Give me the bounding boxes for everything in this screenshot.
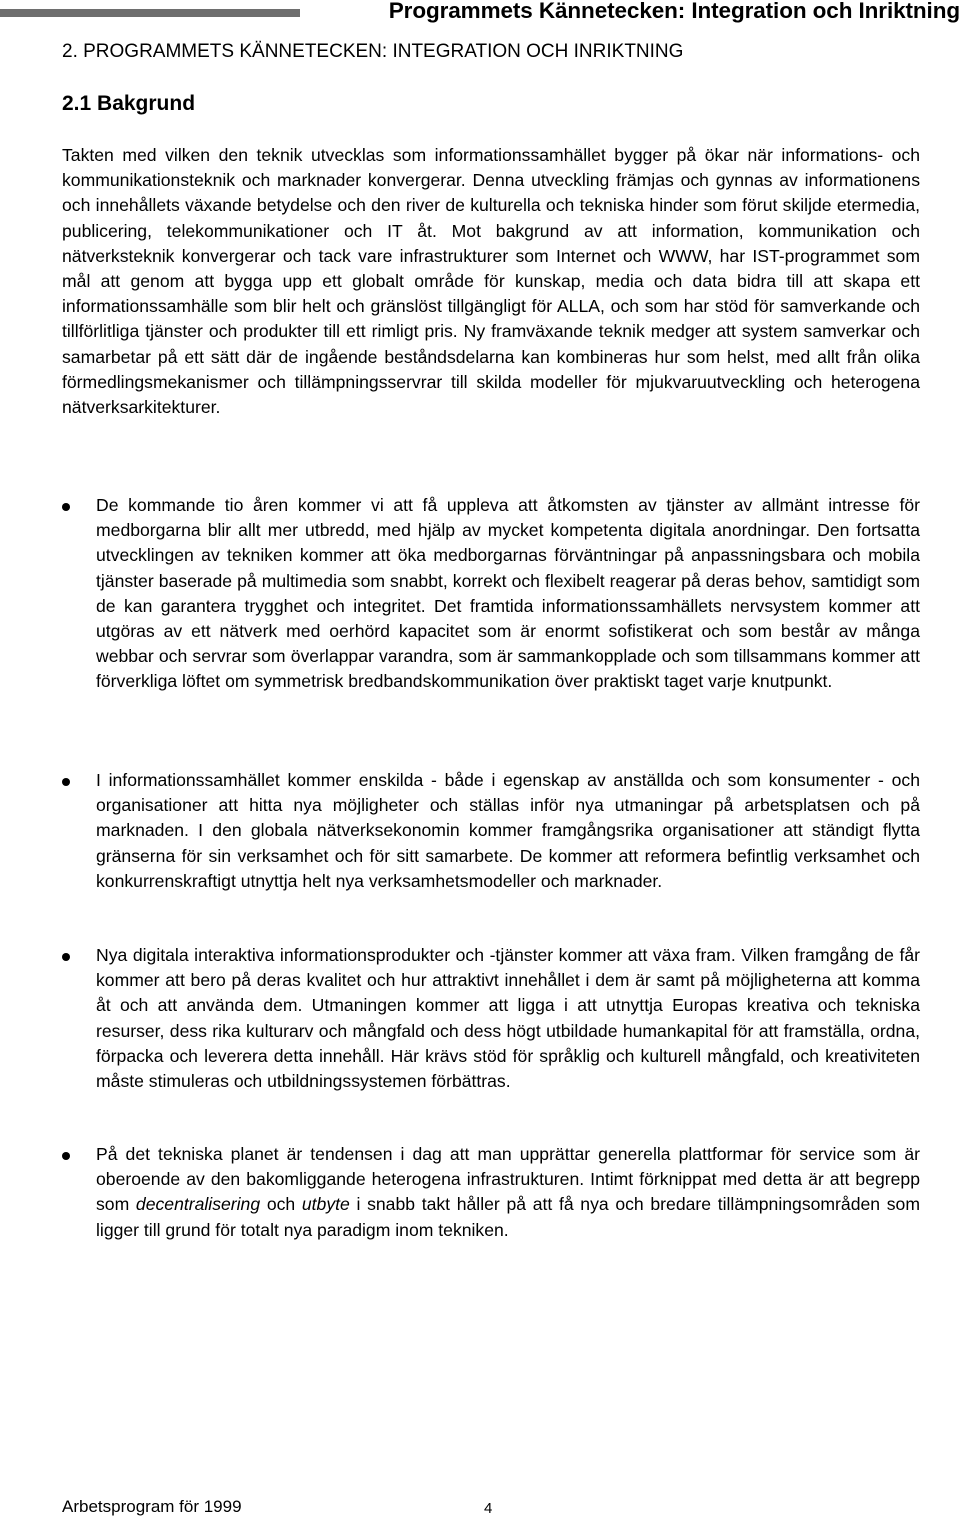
bullet-text: De kommande tio åren kommer vi att få uppleva att åtkomsten av tjänster av allmänt intresse för medborgarna blir allt mer utbredd, med hjälp av mycket kompetenta digitala anordningar. Den fortsatta utvecklingen av tekniken kommer att öka medborgarnas förväntningar på anpassningsbara och mobila tjänster baserade på multimedia som snabbt, korrekt och flexibelt reagerar på deras behov, samtidigt som de kan garantera trygghet och integritet. Det framtida informationssamhällets nervsystem kommer att utgöras av ett nätverk med oerhörd kapacitet som är enormt sofistikerat och som består av många webbar och servrar som överlappar varandra, som är sammankopplade och som tillsammans kommer att förverkliga löftet om symmetrisk bredbandskommunikation över praktiskt taget varje knutpunkt.	[96, 495, 920, 692]
bullet-icon	[62, 778, 70, 786]
emphasis-decentralisering: decentralisering	[135, 1194, 261, 1215]
page-number: 4	[484, 1500, 493, 1517]
section-title: 2.1 Bakgrund	[62, 92, 196, 115]
bullet-icon	[62, 953, 70, 961]
bullet-text: I informationssamhället kommer enskilda - både i egenskap av anställda och som konsumenter - och organisationer att hitta nya möjligheter och ställas inför nya utmaningar på arbetsplatsen och på marknaden. I den globala nätverksekonomin kommer framgångsrika organisationer att ständigt flytta gränserna för sin verksamhet och för sitt samarbete. De kommer att reformera befintlig verksamhet och konkurrenskraftigt utnyttja helt nya verksamhetsmodeller och marknader.	[96, 770, 920, 891]
list-item	[62, 493, 920, 695]
emphasis-utbyte: utbyte	[301, 1194, 350, 1215]
list-item	[62, 768, 920, 894]
intro-paragraph: Takten med vilken den teknik utvecklas som informationssamhället bygger på ökar när informations- och kommunikationsteknik och marknader konvergerar. Denna utveckling främjas och gynnas av informationens och innehållets växande betydelse och den river de kulturella och tekniska hinder som förut skiljde etermedia, publicering, telekommunikationer och IT åt. Mot bakgrund av att information, kommunikation och nätverksteknik konvergerar och tack vare infrastrukturer som Internet och WWW, har IST-programmet som mål att genom att bygga upp ett globalt område för kunskap, media och data bidra till att skapa ett informationssamhälle som blir helt och gränslöst tillgängligt för ALLA, och som har stöd för samverkande och tillförlitliga tjänster och produkter till ett rimligt pris. Ny framväxande teknik medger att system samverkar och samarbetar på ett sätt där de ingående beståndsdelarna kan kombineras hur som helst, med allt från olika förmedlingsmekanismer och tillämpningsservrar till skilda modeller för mjukvaruutveckling och heterogena nätverksarkitekturer.	[62, 145, 920, 418]
header-rule	[0, 9, 300, 17]
bullet-text: Nya digitala interaktiva informationsprodukter och -tjänster kommer att växa fram. Vilken framgång de får kommer att bero på deras kvalitet och hur attraktivt innehållet i dem är samt på möjligheterna att komma åt och att använda dem. Utmaningen kommer att ligga i att utnyttja Europas kreativa och tekniska resurser, dess rika kulturarv och mångfald och dess högt utbildade humankapital för att framställa, ordna, förpacka och leverera detta innehåll. Här krävs stöd för språklig och kulturell mångfald, och kreativiteten måste stimuleras och utbildningssystemen förbättras.	[96, 945, 920, 1092]
chapter-title: 2. PROGRAMMETS KÄNNETECKEN: INTEGRATION OCH INRIKTNING	[62, 41, 684, 62]
footer-title: Arbetsprogram för 1999	[62, 1497, 242, 1516]
list-item	[62, 1142, 920, 1243]
running-header: Programmets Kännetecken: Integration och Inriktning	[388, 0, 960, 23]
bullet-text-segment: På det tekniska planet är tendensen i dag att man upprättar generella plattformar för service som är oberoende av den bakomliggande heterogena infrastrukturen. Intimt förknippat med detta är att begrepp som	[96, 1144, 920, 1215]
bullet-icon	[62, 1152, 70, 1160]
bullet-text	[96, 1142, 920, 1243]
bullet-text-segment: och	[260, 1194, 302, 1215]
bullet-text-segment: i snabb takt håller på att få nya och bredare tillämpningsområden som ligger till grund för totalt nya paradigm inom tekniken.	[96, 1194, 920, 1240]
list-item	[62, 943, 920, 1094]
bullet-icon	[62, 503, 70, 511]
